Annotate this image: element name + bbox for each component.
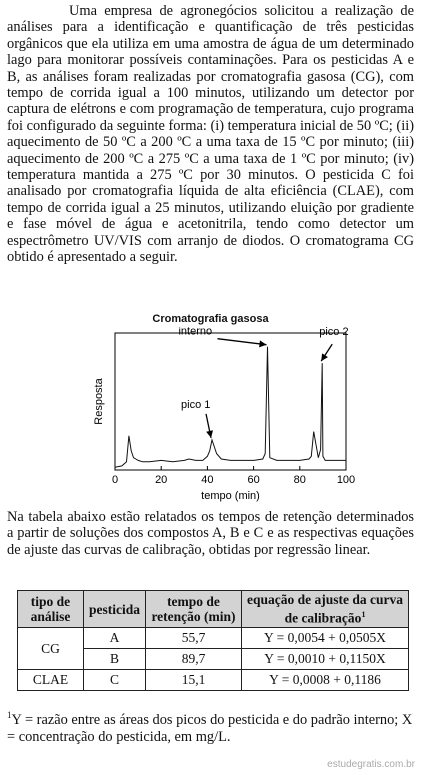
x-tick-label: 80 [293,474,306,486]
chart-axes [93,333,355,502]
intro-paragraph-text: Uma empresa de agronegócios solicitou a realização de análises para a identificação e quantificação de três pesticidas orgânicos que ela utiliza em uma amostra de água de um determinado lago para monitorar possíveis contaminações. Para os pesticidas A e B, as análises foram realizadas por cromatografia gasosa (CG), com tempo de corrida igual a 100 minutos, utilizando um detector por captura de elétrons e com programação de temperatura, cujo programa foi configurado da seguinte forma: (i) temperatura inicial de 50 ºC; (ii) aquecimento de 50 ºC a 200 ºC a uma taxa de 15 ºC por minuto; (iii) aquecimento de 200 ºC a 275 ºC a uma taxa de 1 ºC por minuto; (iv) temperatura mantida a 275 ºC por 30 minutos. O pesticida C foi analisado por cromatografia líquida de alta eficiência (CLAE), com tempo de corrida igual a 25 minutos, utilizando eluição por gradiente e fase móvel de água e acetonitrila, tendo como detector um espectrômetro UV/VIS com arranjo de diodos. O cromatograma CG obtido é apresentado a seguir. [7,3,414,266]
cell-pesticide: B [84,649,146,670]
peak-annotation [178,327,266,347]
footnote-text: Y = razão entre as áreas dos picos do pesticida e do padrão interno; X = concentração do pesticida, em mg/L. [7,711,413,745]
cell-equation: Y = 0,0008 + 0,1186 [242,670,409,691]
footnote-mark: 1 [7,710,12,720]
table-row [18,670,409,691]
header-footnote-mark: 1 [361,610,366,620]
x-tick-label: 40 [201,474,214,486]
retention-table [17,590,409,691]
header-calibration-equation-text: equação de ajuste da curva de calibração [247,592,403,626]
chart-title: Cromatografia gasosa [152,313,269,325]
header-analysis-type: tipo de análise [18,591,84,628]
footnote [7,707,414,746]
cell-equation: Y = 0,0010 + 0,1150X [242,649,409,670]
gc-chromatogram-chart [86,327,356,505]
peak-label: pico 1 [181,398,211,411]
peak-arrowhead [259,340,266,347]
peak-arrowhead [321,353,328,361]
header-pesticide: pesticida [84,591,146,628]
x-tick-label: 0 [111,474,119,486]
table-row [18,628,409,649]
table-intro-paragraph: Na tabela abaixo estão relatados os tempos de retenção determinados a partir de soluções dos compostos A, B e C e as respectivas equações de ajuste das curvas de calibração, obtidas por regressão linear. [7,509,414,558]
chromatogram-line [115,347,346,468]
cell-equation: Y = 0,0054 + 0,0505X [242,628,409,649]
intro-paragraph [7,3,414,266]
y-axis-label: Resposta [93,378,105,425]
cell-retention-time: 15,1 [146,670,242,691]
cell-analysis-type: CG [18,628,84,670]
peak-annotation [319,327,348,361]
cell-retention-time: 55,7 [146,628,242,649]
header-retention-time: tempo de retenção (min) [146,591,242,628]
cell-retention-time: 89,7 [146,649,242,670]
cell-pesticide: C [84,670,146,691]
chart-plot-area [115,347,346,468]
site-watermark: estudegratis.com.br [327,759,415,770]
x-axis-label: tempo (min) [201,490,260,502]
table-header-row [18,591,409,628]
x-tick-label: 100 [336,474,356,486]
peak-label: pico 2 [319,327,349,339]
peak-label [178,327,212,338]
header-calibration-equation [242,591,409,628]
peak-annotation [181,399,213,438]
cell-analysis-type: CLAE [18,670,84,691]
peak-arrow-shaft [217,339,266,345]
x-tick-label: 20 [155,474,168,486]
x-tick-label: 60 [247,474,260,486]
peak-arrowhead [206,430,213,438]
peak-label-line: interno [178,327,213,338]
cell-pesticide: A [84,628,146,649]
chart-frame [115,333,346,470]
